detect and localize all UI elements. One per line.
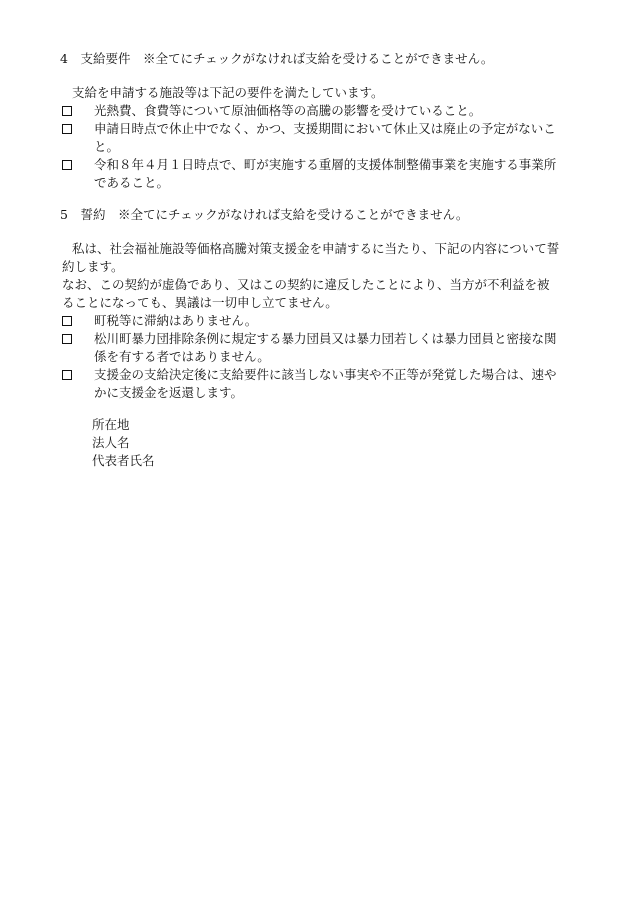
item-text-continued: であること。 <box>94 175 170 190</box>
paragraph-line: 約します。 <box>62 259 124 274</box>
item-text: 令和８年４月１日時点で、町が実施する重層的支援体制整備事業を実施する事業所 <box>94 157 557 172</box>
item-text: 松川町暴力団排除条例に規定する暴力団員又は暴力団若しくは暴力団員と密接な関 <box>94 331 557 346</box>
paragraph-line: ることになっても、異議は一切申し立てません。 <box>62 295 338 310</box>
paragraph-line: 私は、社会福祉施設等価格高騰対策支援金を申請するに当たり、下記の内容について誓 <box>72 241 560 256</box>
item-text-continued: かに支援金を返還します。 <box>94 385 244 400</box>
address-label: 所在地 <box>92 417 130 432</box>
item-text: 町税等に滞納はありません。 <box>94 313 258 328</box>
item-text: 支援金の支給決定後に支給要件に該当しない事実や不正等が発覚した場合は、速や <box>94 367 557 382</box>
checkbox[interactable] <box>62 160 72 170</box>
checkbox[interactable] <box>62 334 72 344</box>
checkbox[interactable] <box>62 370 72 380</box>
checkbox[interactable] <box>62 316 72 326</box>
item-text: 申請日時点で休止中でなく、かつ、支援期間において休止又は廃止の予定がないこ <box>94 121 556 136</box>
item-text-continued: 係を有する者ではありません。 <box>94 349 270 364</box>
paragraph-line: なお、この契約が虚偽であり、又はこの契約に違反したことにより、当方が不利益を被 <box>62 277 550 292</box>
item-text-continued: と。 <box>94 139 120 154</box>
representative-name-label: 代表者氏名 <box>92 453 155 468</box>
checkbox[interactable] <box>62 124 72 134</box>
item-text: 光熱費、食費等について原油価格等の高騰の影響を受けていること。 <box>94 103 482 118</box>
section-4-heading: 4 支給要件 ※全てにチェックがなければ支給を受けることができません。 <box>60 51 494 66</box>
corporation-name-label: 法人名 <box>92 435 130 450</box>
section-5-heading: 5 誓約 ※全てにチェックがなければ支給を受けることができません。 <box>60 207 469 222</box>
checkbox[interactable] <box>62 106 72 116</box>
section-4-intro: 支給を申請する施設等は下記の要件を満たしています。 <box>72 85 384 100</box>
